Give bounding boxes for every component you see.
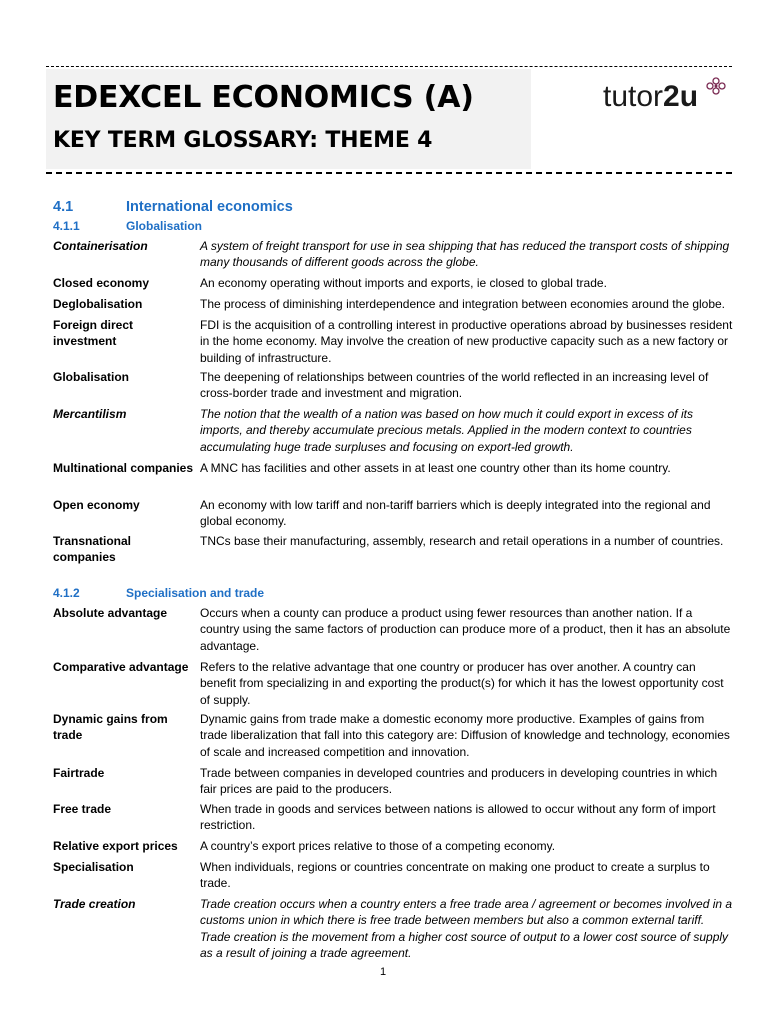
- glossary-term: Relative export prices: [53, 839, 178, 853]
- document-subtitle: KEY TERM GLOSSARY: THEME 4: [53, 128, 433, 153]
- glossary-term: Free trade: [53, 802, 112, 816]
- glossary-term: Transnational companies: [53, 534, 132, 565]
- glossary-definition: FDI is the acquisition of a controlling interest in productive operations abroad by businesses resident in the home economy. May involve the creation of new productive capacity such as a new factory or building of infrastructure.: [200, 318, 733, 365]
- top-dashed-rule: [46, 66, 732, 67]
- glossary-term: Globalisation: [53, 370, 130, 384]
- glossary-definition: When trade in goods and services between nations is allowed to occur without any form of import restriction.: [200, 802, 716, 833]
- glossary-term: Dynamic gains from trade: [53, 712, 168, 743]
- glossary-definition: When individuals, regions or countries concentrate on making one product to create a surplus to trade.: [200, 860, 710, 891]
- glossary-definition: The process of diminishing interdependence and integration between economies around the globe.: [200, 297, 726, 311]
- glossary-definition: Trade creation occurs when a country enters a free trade area / agreement or becomes involved in a customs union in which there is free trade between members but also a common external tariff. Trade creation is the movement from a higher cost source of output to a lower cost source of supply as a result of joining a trade agreement.: [200, 897, 733, 960]
- glossary-definition: Dynamic gains from trade make a domestic economy more productive. Examples of gains from trade liberalization that fall into this category are: Diffusion of knowledge and technology, economies of scale and increased competition and innovation.: [200, 712, 730, 759]
- glossary-term: Fairtrade: [53, 766, 105, 780]
- section-number: 4.1.1: [53, 219, 80, 233]
- glossary-definition: Refers to the relative advantage that one country or producer has over another. A country can benefit from specializing in and exporting the product(s) for which it has the lowest opportunity cost of supply.: [200, 660, 724, 707]
- glossary-term: Trade creation: [53, 897, 136, 911]
- section-number: 4.1.2: [53, 586, 80, 600]
- logo-text-tutor: tutor: [603, 80, 664, 113]
- glossary-term: Closed economy: [53, 276, 150, 290]
- page-number: 1: [380, 966, 387, 978]
- bottom-dashed-rule: [46, 172, 732, 174]
- glossary-term: Deglobalisation: [53, 297, 143, 311]
- glossary-definition: TNCs base their manufacturing, assembly, research and retail operations in a number of countries.: [200, 534, 724, 548]
- glossary-definition: The deepening of relationships between countries of the world reflected in an increasing level of cross-border trade and investment and migration.: [200, 370, 709, 401]
- section-title: Globalisation: [126, 219, 203, 233]
- glossary-definition: A country’s export prices relative to those of a competing economy.: [200, 839, 556, 853]
- section-heading-4-1-1: [53, 219, 202, 233]
- section-heading-4-1: [53, 199, 293, 215]
- glossary-definition: Trade between companies in developed countries and producers in developing countries in which fair prices are paid to the producers.: [200, 766, 718, 797]
- section-number: 4.1: [53, 199, 74, 215]
- glossary-term: Open economy: [53, 498, 140, 512]
- logo-text-2u: 2u: [663, 80, 699, 113]
- glossary-term: Mercantilism: [53, 407, 127, 421]
- section-heading-4-1-2: [53, 586, 264, 600]
- flower-icon: [704, 76, 728, 98]
- glossary-definition: The notion that the wealth of a nation was based on how much it could export in excess of its imports, and thereby accumulate precious metals. Applied in the modern context to countries accumulating huge trade surpluses and focusing on export-led growth.: [200, 407, 693, 454]
- section-title: International economics: [126, 199, 293, 215]
- document-title: EDEXCEL ECONOMICS (A): [53, 80, 474, 115]
- glossary-term: Absolute advantage: [53, 606, 168, 620]
- glossary-term: Specialisation: [53, 860, 134, 874]
- glossary-term: Containerisation: [53, 239, 148, 253]
- glossary-definition: An economy operating without imports and exports, ie closed to global trade.: [200, 276, 607, 290]
- glossary-definition: A system of freight transport for use in sea shipping that has reduced the transport costs of shipping many thousands of different goods across the globe.: [200, 239, 730, 270]
- glossary-term: Comparative advantage: [53, 660, 189, 674]
- glossary-definition: An economy with low tariff and non-tariff barriers which is deeply integrated into the regional and global economy.: [200, 498, 711, 529]
- tutor2u-logo: [603, 80, 698, 114]
- glossary-definition: Occurs when a county can produce a product using fewer resources than another nation. If a country using the same factors of production can produce more of a product, then it has an absolute advantage.: [200, 606, 731, 653]
- glossary-term: Multinational companies: [53, 461, 194, 475]
- glossary-definition: A MNC has facilities and other assets in at least one country other than its home country.: [200, 461, 671, 475]
- section-title: Specialisation and trade: [126, 586, 265, 600]
- glossary-term: Foreign direct investment: [53, 318, 134, 349]
